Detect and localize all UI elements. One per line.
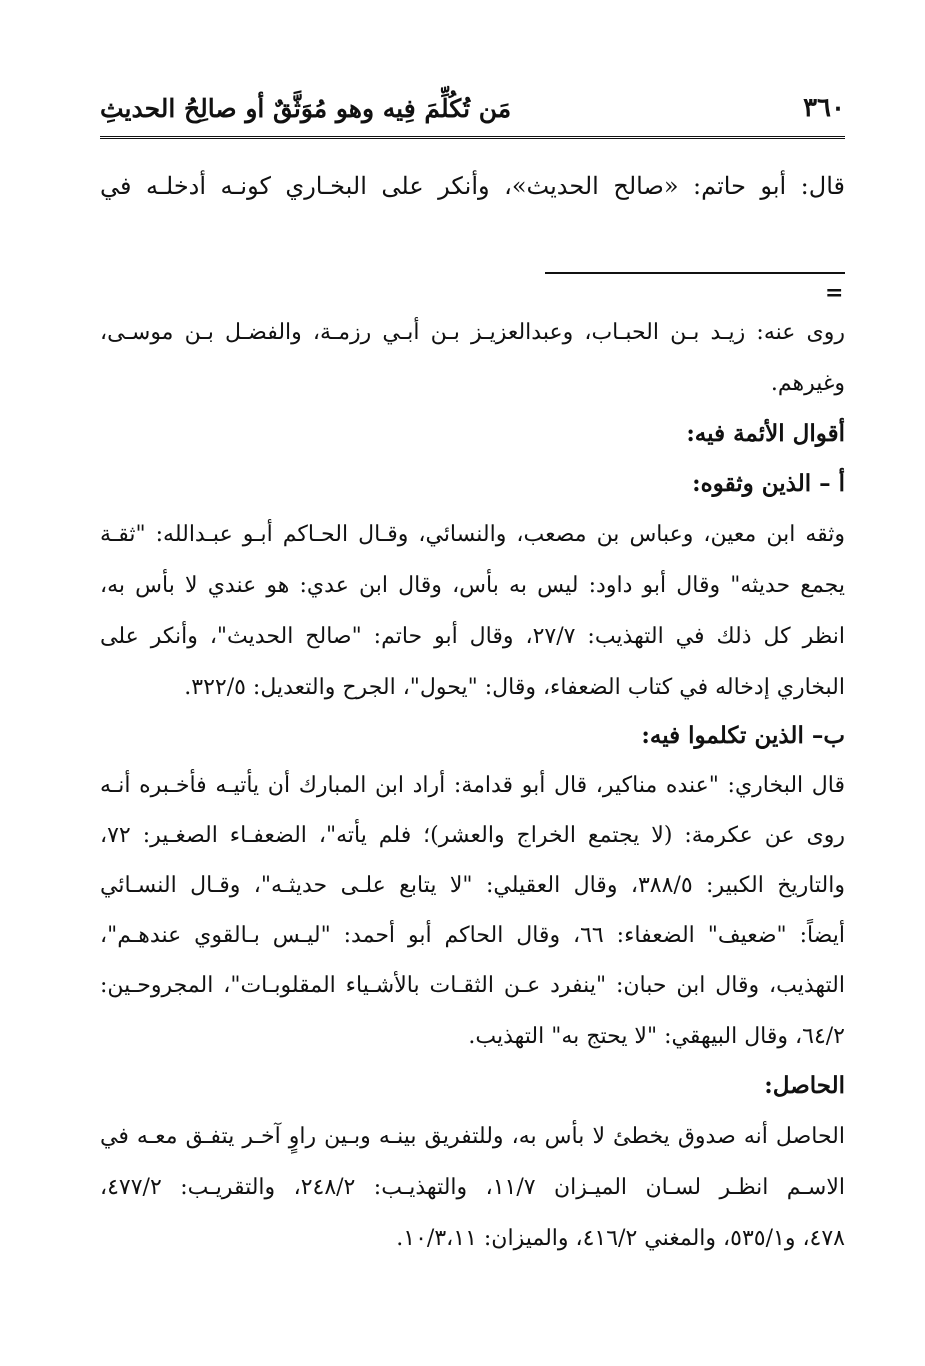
footnote-line: انظر كل ذلك في التهذيب: ٢٧/٧، وقال أبو حاتم: "صالح الحديث"، وأنكر على — [100, 624, 845, 649]
footnote-separator — [545, 272, 845, 274]
footnote-line: الحاصل أنه صدوق يخطئ لا بأس به، وللتفريق بينـه وبـين راوٍ آخـر يتفـق معـه في — [100, 1124, 845, 1149]
footnote-line: قال البخاري: "عنده مناكير، قال أبو قدامة: أراد ابن المبارك أن يأتيـه فأخـبره أنـه — [100, 773, 845, 798]
main-text-line: قال: أبو حاتم: «صالح الحديث»، وأنكر على البخـاري كونـه أدخلـه في — [100, 172, 845, 200]
section-heading: الحاصل: — [764, 1072, 845, 1099]
section-heading: أ – الذين وثقوه: — [692, 470, 845, 497]
footnote-line: التهذيب، وقال ابن حبان: "ينفرد عـن الثقـات بالأشـياء المقلوبـات"، المجروحـين: — [100, 973, 845, 998]
section-heading: ب– الذين تكلموا فيه: — [641, 722, 845, 749]
footnote-line: روى عن عكرمة: (لا يجتمع الخراج والعشر)؛ فلم يأته"، الضعفـاء الصغـير: ٧٢، — [100, 823, 845, 848]
footnote-line: وغيرهم. — [770, 371, 845, 396]
footnote-line: البخاري إدخاله في كتاب الضعفاء، وقال: "يحول"، الجرح والتعديل: ٣٢٢/٥. — [184, 675, 845, 700]
footnote-line: أيضاً: "ضعيف" الضعفاء: ٦٦، وقال الحاكم أبو أحمد: "ليـس بـالقوي عندهـم"، — [100, 923, 845, 948]
page-number: ٣٦٠ — [803, 93, 845, 123]
page-header — [100, 86, 845, 139]
running-title: مَن تُكُلِّمَ فِيه وهو مُوَثَّقٌ أو صالِحُ الحديثِ — [100, 93, 512, 123]
footnote-line: ٦٤/٢، وقال البيهقي: "لا يحتج به" التهذيب. — [468, 1024, 845, 1049]
footnote-continuation-mark: = — [825, 280, 844, 306]
footnote-line: الاسـم انظـر لسـان الميـزان ١١/٧، والتهذيـب: ٢٤٨/٢، والتقريـب: ٤٧٧/٢، — [100, 1175, 845, 1200]
footnote-line: وثقه ابن معين، وعباس بن مصعب، والنسائي، وقـال الحـاكم أبـو عبـدالله: "ثقـة — [100, 522, 845, 547]
footnote-line: ٤٧٨، و٥٣٥/١، والمغني ٤١٦/٢، والميزان: ١٠/٣،١١. — [396, 1226, 845, 1251]
section-heading: أقوال الأئمة فيه: — [686, 420, 845, 447]
footnote-line: روى عنه: زيـد بـن الحبـاب، وعبدالعزيـز بـن أبـي رزمـة، والفضـل بـن موسـى، — [100, 320, 845, 345]
footnote-line: والتاريخ الكبير: ٣٨٨/٥، وقال العقيلي: "لا يتابع علـى حديثـه"، وقـال النسـائي — [100, 873, 845, 898]
footnote-line: يجمع حديثه" وقال أبو داود: ليس به بأس، وقال ابن عدي: هو عندي لا بأس به، — [100, 573, 845, 598]
